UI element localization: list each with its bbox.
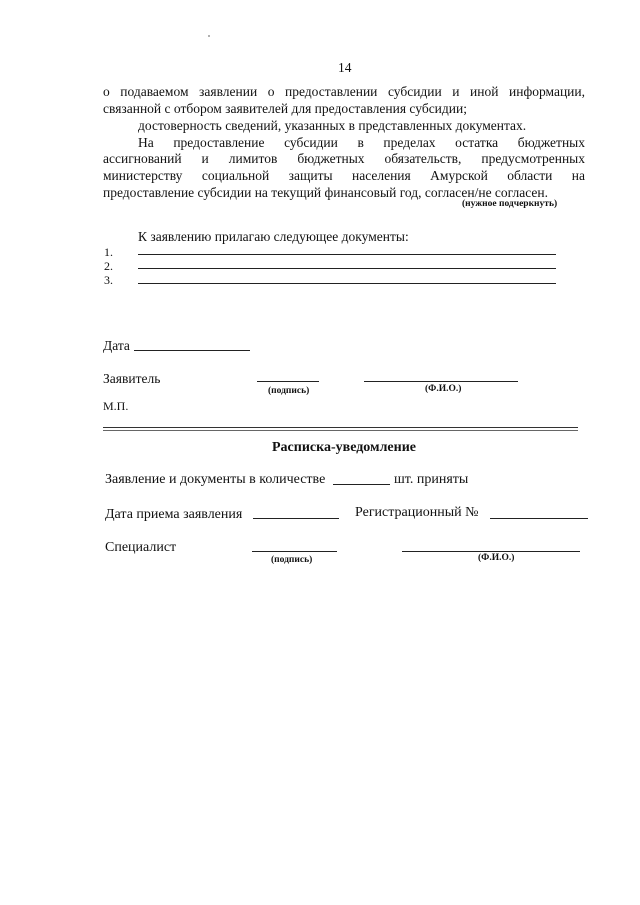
date-field-line[interactable] [134, 350, 250, 351]
receipt-docs-text: Заявление и документы в количестве [105, 472, 326, 487]
receipt-title: Расписка-уведомление [272, 440, 416, 455]
attachment-number-2: 2. [104, 259, 113, 273]
attachment-line-3[interactable] [138, 283, 556, 284]
para-line-6: министерству социальной защиты населения Амурской области на [103, 168, 585, 183]
docs-count-line[interactable] [333, 484, 390, 485]
attachment-number-1: 1. [104, 245, 113, 259]
receipt-docs-accepted: шт. приняты [394, 472, 469, 487]
specialist-label: Специалист [105, 540, 177, 555]
stamp-label: М.П. [103, 399, 129, 413]
specialist-fio-hint: (Ф.И.О.) [478, 553, 515, 563]
attachment-line-2[interactable] [138, 268, 556, 269]
applicant-fio-hint: (Ф.И.О.) [425, 384, 462, 394]
para-line-3: достоверность сведений, указанных в представленных документах. [138, 118, 527, 133]
para-line-7: предоставление субсидии на текущий финансовый год, согласен/не согласен. [103, 185, 549, 200]
underline-hint: (нужное подчеркнуть) [462, 199, 558, 209]
reg-number-label: Регистрационный № [355, 505, 479, 520]
applicant-label: Заявитель [103, 371, 161, 386]
receipt-date-line[interactable] [253, 518, 339, 519]
specialist-signature-hint: (подпись) [271, 555, 313, 565]
specialist-fio-line[interactable] [402, 551, 580, 552]
specialist-signature-line[interactable] [252, 551, 337, 552]
para-line-5: ассигнований и лимитов бюджетных обязательств, предусмотренных [103, 151, 585, 166]
attachment-line-1[interactable] [138, 254, 556, 255]
para-line-1: о подаваемом заявлении о предоставлении субсидии и иной информации, [103, 84, 585, 99]
separator-line-bottom [103, 430, 578, 431]
scan-speck [208, 35, 210, 37]
attachments-intro: К заявлению прилагаю следующее документы: [138, 229, 409, 244]
date-label: Дата [103, 338, 130, 353]
page-number: 14 [338, 60, 352, 75]
reg-number-line[interactable] [490, 518, 588, 519]
para-line-4: На предоставление субсидии в пределах остатка бюджетных [138, 135, 585, 150]
attachment-number-3: 3. [104, 273, 113, 287]
separator-line-top [103, 427, 578, 428]
applicant-signature-line[interactable] [257, 381, 319, 382]
applicant-signature-hint: (подпись) [268, 386, 310, 396]
para-line-2: связанной с отбором заявителей для предоставления субсидии; [103, 101, 467, 116]
applicant-fio-line[interactable] [364, 381, 518, 382]
receipt-date-label: Дата приема заявления [105, 507, 243, 522]
